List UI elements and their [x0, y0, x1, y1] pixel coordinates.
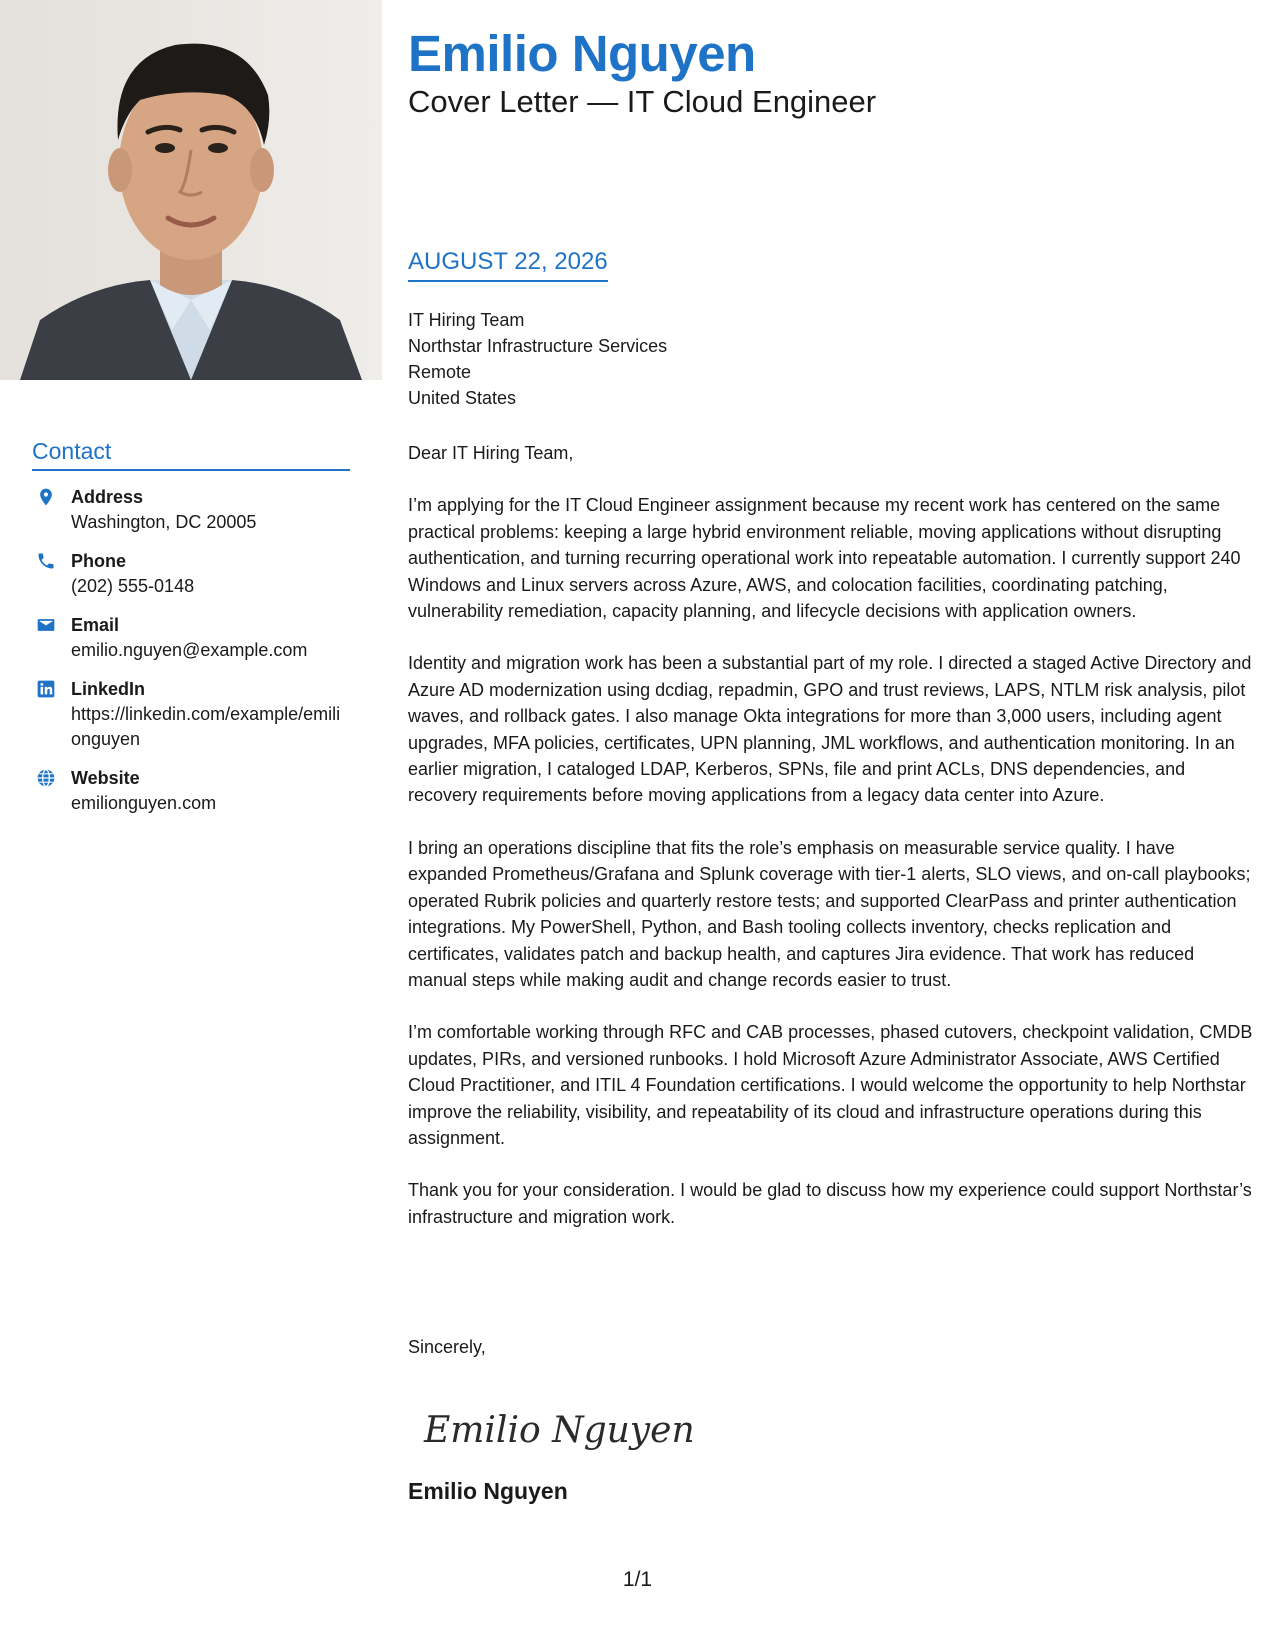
contact-phone-value: (202) 555-0148 — [71, 576, 195, 596]
contact-address-label: Address — [71, 487, 144, 507]
recipient-line: Northstar Infrastructure Services — [408, 336, 668, 356]
contact-address-value: Washington, DC 20005 — [71, 512, 257, 532]
contact-website — [32, 766, 350, 816]
letter-paragraph: I’m comfortable working through RFC and CAB processes, phased cutovers, checkpoint validation, CMDB updates, PIRs, and versioned runbooks. I hold Microsoft Azure Administrator Associate, AWS Certified Cloud Practitioner, and ITIL 4 Foundation certifications. I would welcome the opportunity to help Northstar improve the reliability, visibility, and repeatability of its cloud and infrastructure operations during this assignment. — [408, 1022, 1253, 1148]
letter-paragraph: I’m applying for the IT Cloud Engineer assignment because my recent work has centered on the same practical problems: keeping a large hybrid environment reliable, moving applications without disrupting authentication, and turning recurring operational work into repeatable automation. I currently support 240 Windows and Linux servers across Azure, AWS, and colocation facilities, coordinating patching, vulnerability remediation, capacity planning, and lifecycle decisions with application owners. — [408, 495, 1241, 622]
linkedin-icon — [36, 679, 56, 699]
handwritten-signature — [422, 1392, 695, 1462]
recipient-line: IT Hiring Team — [408, 310, 525, 330]
letter-date: AUGUST 22, 2026 — [408, 248, 608, 282]
contact-phone — [32, 549, 350, 599]
map-pin-icon — [36, 487, 56, 507]
contact-email — [32, 613, 350, 663]
portrait-illustration — [0, 0, 382, 380]
letter-subtitle: Cover Letter — IT Cloud Engineer — [408, 84, 877, 119]
signature-text: Emilio Nguyen — [424, 1410, 695, 1451]
contact-linkedin — [32, 677, 350, 752]
contact-linkedin-value[interactable]: https://linkedin.com/example/emilionguyen — [71, 704, 341, 749]
recipient-line: United States — [408, 388, 517, 408]
phone-icon — [36, 551, 56, 571]
sidebar — [0, 0, 382, 1650]
letter-body — [408, 440, 1253, 1256]
contact-section — [32, 438, 350, 830]
contact-website-value[interactable]: emilionguyen.com — [71, 793, 217, 813]
contact-phone-label: Phone — [71, 551, 127, 571]
contact-address — [32, 485, 350, 535]
greeting: Dear IT Hiring Team, — [408, 443, 574, 463]
letter-paragraph: Identity and migration work has been a substantial part of my role. I directed a staged Active Directory and Azure AD modernization using dcdiag, repadmin, GPO and trust reviews, LAPS, NTLM risk analysis, pilot waves, and rollback gates. I also manage Okta integrations for more than 3,000 users, including agent upgrades, MFA policies, certificates, UPN planning, JML workflows, and authentication monitoring. In an earlier migration, I cataloged LDAP, Kerberos, SPNs, file and print ACLs, DNS dependencies, and recovery requirements before moving applications from a legacy data center into Azure. — [408, 653, 1252, 806]
contact-linkedin-label: LinkedIn — [71, 679, 146, 699]
contact-email-label: Email — [71, 615, 120, 635]
closing: Sincerely, — [408, 1337, 486, 1357]
applicant-name: Emilio Nguyen — [408, 25, 756, 82]
contact-website-label: Website — [71, 768, 140, 788]
letter-paragraph: Thank you for your consideration. I would be glad to discuss how my experience could support Northstar’s infrastructure and migration work. — [408, 1180, 1252, 1227]
letter-paragraph: I bring an operations discipline that fits the role’s emphasis on measurable service quality. I have expanded Prometheus/Grafana and Splunk coverage with tier-1 alerts, SLO views, and on-call playbooks; operated Rubrik policies and quarterly restore tests; and supported ClearPass and printer authentication integrations. My PowerShell, Python, and Bash tooling collects inventory, checks replication and certificates, validates patch and backup health, and captures Jira evidence. That work has reduced manual steps while making audit and change records easier to trust. — [408, 837, 1251, 990]
contact-email-value[interactable]: emilio.nguyen@example.com — [71, 640, 308, 660]
recipient-line: Remote — [408, 362, 472, 382]
globe-icon — [36, 768, 56, 788]
contact-heading: Contact — [32, 438, 350, 471]
page-number: 1/1 — [622, 1568, 653, 1591]
envelope-icon — [36, 615, 56, 635]
recipient-block — [408, 307, 667, 411]
signatory-name: Emilio Nguyen — [408, 1478, 568, 1504]
profile-photo — [0, 0, 382, 380]
